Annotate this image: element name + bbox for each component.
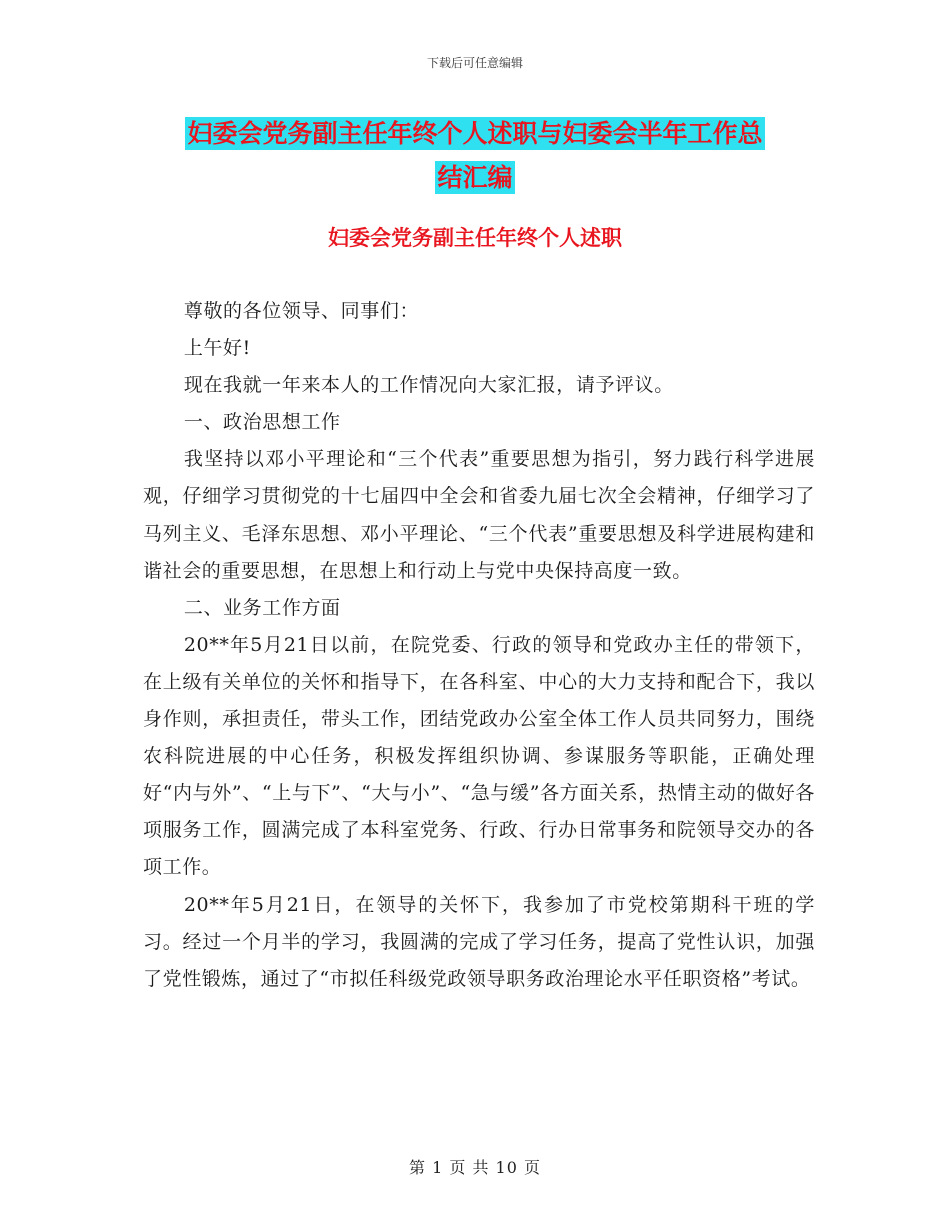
- section-title: 妇委会党务副主任年终个人述职: [328, 226, 622, 250]
- paragraph-party-school: 20**年5月21日，在领导的关怀下，我参加了市党校第期科干班的学习。经过一个月半的学习，我圆满的完成了学习任务，提高了党性认识，加强了党性锻炼，通过了“市拟任科级党政领导职务政治理论水平任职资格”考试。: [143, 893, 815, 990]
- page-header-note: 下载后可任意编辑: [426, 56, 523, 70]
- paragraph-salutation: 尊敬的各位领导、同事们：: [183, 300, 420, 322]
- heading-political-work: 一、政治思想工作: [183, 411, 341, 434]
- paragraph-intro: 现在我就一年来本人的工作情况向大家汇报，请予评议。: [183, 374, 674, 397]
- paragraph-political-work: 我坚持以邓小平理论和“三个代表”重要思想为指引，努力践行科学进展观，仔细学习贯彻党的十七届四中全会和省委九届七次全会精神，仔细学习了马列主义、毛泽东思想、邓小平理论、“三个代表”重要思想及科学进展构建和谐社会的重要思想，在思想上和行动上与党中央保持高度一致。: [143, 448, 815, 582]
- paragraph-business-work: 20**年5月21日以前，在院党委、行政的领导和党政办主任的带领下，在上级有关单位的关怀和指导下，在各科室、中心的大力支持和配合下，我以身作则，承担责任，带头工作，团结党政办公室全体工作人员共同努力，围绕农科院进展的中心任务，积极发挥组织协调、参谋服务等职能，正确处理好“内与外”、“上与下”、“大与小”、“急与缓”各方面关系，热情主动的做好各项服务工作，圆满完成了本科室党务、行政、行办日常事务和院领导交办的各项工作。: [143, 633, 815, 879]
- page-number: 第 1 页 共 10 页: [409, 1158, 541, 1177]
- document-title-line-1: 妇委会党务副主任年终个人述职与妇委会半年工作总: [187, 119, 763, 148]
- document-title: [140, 112, 810, 200]
- paragraph-greeting: 上午好!: [183, 337, 251, 360]
- heading-business-work: 二、业务工作方面: [183, 596, 341, 619]
- document-body: [143, 293, 815, 998]
- document-title-line-2: 结汇编: [437, 163, 513, 192]
